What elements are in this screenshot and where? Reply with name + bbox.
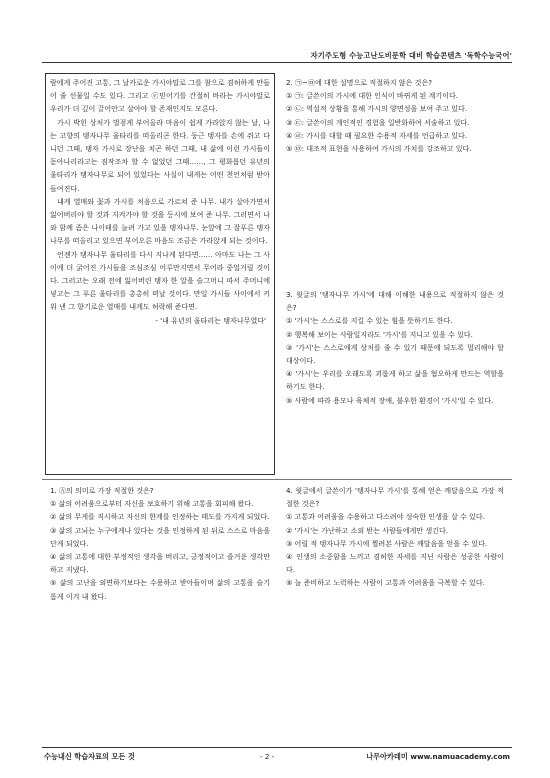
header-title: 자기주도형 수능고난도비문학 대비 학습콘텐츠 '독학수능국어' — [310, 51, 512, 60]
page-number: - 2 - — [260, 752, 275, 761]
question-option: ③ 어릴 적 탱자나무 가시에 찔려본 사람은 깨달음을 얻을 수 있다. — [286, 538, 488, 548]
section-divider — [42, 479, 512, 480]
question-title: 1. Ⓐ의 의미로 가장 적절한 것은? — [50, 486, 154, 495]
passage-paragraph: 가시 박힌 상처가 벌겋게 부어올라 마음이 쉼게 가라앉지 않는 날, 나는 고향의 탱자나무 울타리를 떠올리곤 한다. 둥근 탱자를 손에 쥐고 다니던 그때, 탱자 가시로 장난을 치곤 하던 그때, 내 삶에 이런 가시들이 돋아나리라고는 짐작조차 할 수 없었던 그때……, 그 평화롭던 유년의 울타리가 탱자나무로 되어 있었다는 사실이 내게는 어떤 천언처럼 받아들여진다. — [50, 117, 270, 193]
question-option: ③ 삶의 고뇌는 누구에게나 있다는 것을 인정하게 된 뒤로 스스로 마음을 단게 되었다. — [50, 525, 270, 548]
question-option: ④ 인생의 소중함을 느끼고 겸허한 자세를 지닌 사람은 성공한 사람이다. — [286, 552, 504, 575]
question-option: ⑤ 늘 준비하고 노력하는 사람이 고통과 어려움을 극복할 수 있다. — [286, 578, 485, 588]
question-option: ② ㉡: 역설적 상황을 통해 가시의 양면성을 보여 주고 있다. — [286, 104, 468, 114]
question-option: ③ '가시'는 스스로에게 상처를 줄 수 있기 때문에 되도록 멀리해야 할 대상이다. — [286, 342, 504, 366]
question-option: ② '가시'는 가난하고 소외 받는 사람들에게만 생긴다. — [286, 525, 449, 535]
footer-left: 수능내신 학습자료의 모든 것 — [44, 752, 135, 761]
question-option: ⑤ 사람에 따라 용모나 육체적 장애, 불우한 환경이 '가시'일 수 있다. — [286, 395, 494, 405]
question-option: ① '가시'는 스스로를 지킬 수 있는 힘을 뜻하기도 한다. — [286, 316, 453, 326]
question-option: ③ ㉢: 글쓴이의 개인적인 경험을 일반화하여 서술하고 있다. — [286, 117, 470, 127]
question-option: ④ 삶의 고통에 대한 부정적인 생각을 버리고, 긍정적이고 즐거운 생각만 하고 지냈다. — [50, 552, 270, 575]
header-rule — [42, 62, 512, 63]
question-title: 4. 윗글에서 글쓴이가 '탱자나무 가시'를 통해 얻은 깨달음으로 가장 적절한 것은? — [286, 486, 504, 509]
footer-rule — [42, 747, 512, 748]
question-option: ② 행복해 보이는 사람일지라도 '가시'를 지니고 있을 수 있다. — [286, 329, 473, 339]
question-option: ① 고통과 어려움을 수용하고 다스려야 성숙한 인생을 살 수 있다. — [286, 512, 485, 522]
question-3 — [286, 288, 504, 407]
question-option: ④ '가시'는 우리를 오래도록 괴롭게 하고 삶을 혐오하게 만드는 역할을 하기도 한다. — [286, 369, 504, 392]
question-option: ④ ㉣: 가시를 대할 때 필요한 수용적 자세를 언급하고 있다. — [286, 130, 468, 140]
question-option: ① ㉠: 글쓴이의 가시에 대한 인식이 바뀌게 된 계기이다. — [286, 91, 459, 101]
question-option: ① 삶의 어려움으로부터 자신을 보호하기 위해 고통을 회피해 왔다. — [50, 499, 254, 509]
question-2 — [286, 76, 504, 155]
question-1 — [50, 484, 270, 603]
footer-right: 나무아카데미 www.namuacademy.com — [366, 752, 510, 761]
passage-paragraph: 내게 열매와 꽃과 가시를 처음으로 가르쳐 준 나무. 내가 살아가면서 잃어버리야 할 것과 지켜가야 할 것을 등시에 보여 준 나무. 그러면서 나와 함께 좀은 나이테를 늘려 가고 있을 탱자나무. 눈앞에 그 잘푸른 탱자나무를 떠올리고 있으면 부어오른 마음도 조금은 가라앉게 되는 것이다. — [50, 196, 270, 246]
question-option: ⑤ ㉤: 대조적 표현을 사용하여 가시의 가치를 강조하고 있다. — [286, 144, 472, 154]
passage-paragraph: 람에게 주어진 고통, 그 날카로운 가시야말로 그를 참으로 겸허하게 만들어 줄 선물일 수도 있다. 그리고 ⓔ믿어기를 간절히 바라는 가시야말로 우리가 더 깊이 끌어안고 살아야 할 존재인지도 모른다. — [50, 78, 270, 114]
passage-source: - '내 유년의 울타리는 탱자나무였다' — [155, 315, 266, 325]
passage-paragraph: 언젠가 탱자나무 울타리를 다시 지나게 된다면…… 아마도 나는 그 사이에 더 굵어진 가시들을 조심조심 어루만지면서 무어라 중얼거릴 것이다. 그러고는 오래 전에 잃어버린 탱자 한 알을 슬그머니 따서 주머니에 넣고는 그 푸른 울타리를 총총히 떠날 것이다. 만일 가시들 사이에서 키워 낸 그 향기로운 열매를 내게도 허락해 준다면. — [50, 249, 270, 312]
question-option: ② 삶의 무게를 직시하고 자신의 한계를 인정하는 태도를 가지게 되었다. — [50, 512, 270, 522]
question-4 — [286, 484, 504, 590]
question-title: 2. ㉠~㉤에 대한 설명으로 적절하지 않은 것은? — [286, 78, 433, 87]
passage — [50, 76, 270, 327]
question-option: ⑤ 삶의 고난을 외면하기보다는 수용하고 받아들이며 삶의 고통을 슬기롭게 이겨 내 왔다. — [50, 578, 270, 601]
question-title: 3. 윗글의 '탱자나무 가시'에 대해 이해한 내용으로 적절하지 않은 것은? — [286, 290, 504, 313]
